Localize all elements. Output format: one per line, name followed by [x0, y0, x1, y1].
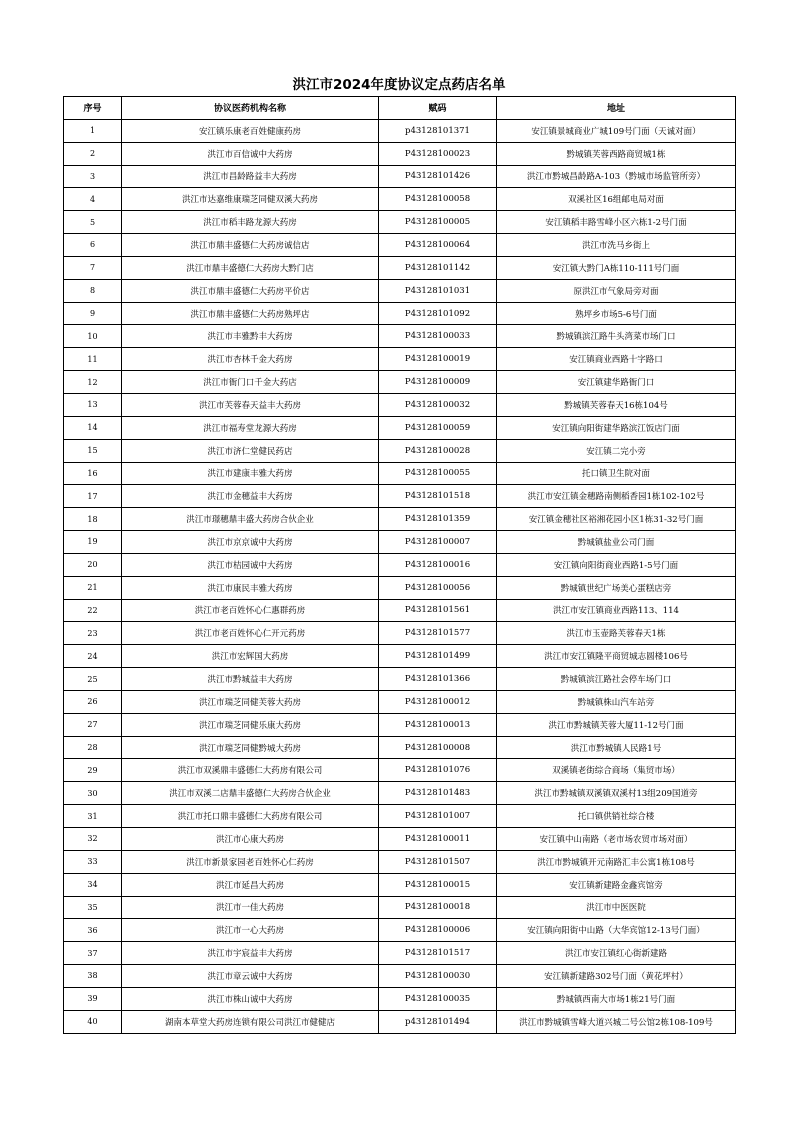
table-row — [64, 302, 736, 325]
row-index: 38 — [64, 965, 122, 988]
pharmacy-code: P43128100007 — [379, 531, 497, 554]
pharmacy-code: P43128100005 — [379, 211, 497, 234]
row-index: 12 — [64, 371, 122, 394]
table-row — [64, 828, 736, 851]
pharmacy-name: 洪江市一佳大药房 — [122, 896, 379, 919]
pharmacy-code: P43128100055 — [379, 462, 497, 485]
table-row — [64, 668, 736, 691]
table-row — [64, 439, 736, 462]
pharmacy-code: P43128100035 — [379, 987, 497, 1010]
pharmacy-address: 安江镇商业西路十字路口 — [497, 348, 736, 371]
row-index: 6 — [64, 234, 122, 257]
pharmacy-name: 洪江市一心大药房 — [122, 919, 379, 942]
pharmacy-code: P43128101577 — [379, 622, 497, 645]
pharmacy-code: P43128101517 — [379, 942, 497, 965]
row-index: 8 — [64, 279, 122, 302]
pharmacy-name: 洪江市鼎丰盛德仁大药房大黔门店 — [122, 256, 379, 279]
pharmacy-code: P43128101076 — [379, 759, 497, 782]
pharmacy-name: 洪江市金穗益丰大药房 — [122, 485, 379, 508]
pharmacy-address: 安江镇金穗社区裕湘花园小区1栋31-32号门面 — [497, 508, 736, 531]
pharmacy-address: 安江镇大黔门A栋110-111号门面 — [497, 256, 736, 279]
table-row — [64, 211, 736, 234]
row-index: 4 — [64, 188, 122, 211]
pharmacy-address: 洪江市安江镇隆平商贸城志圆楼106号 — [497, 645, 736, 668]
pharmacy-address: 洪江市中医医院 — [497, 896, 736, 919]
pharmacy-code: P43128101499 — [379, 645, 497, 668]
pharmacy-code: p43128101494 — [379, 1010, 497, 1033]
table-row — [64, 371, 736, 394]
pharmacy-code: P43128100064 — [379, 234, 497, 257]
pharmacy-code: P43128100059 — [379, 416, 497, 439]
pharmacy-address: 安江镇二完小旁 — [497, 439, 736, 462]
pharmacy-address: 黔城镇滨江路牛头湾菜市场门口 — [497, 325, 736, 348]
column-header-address: 地址 — [497, 97, 736, 120]
pharmacy-name: 洪江市新景家园老百姓怀心仁药房 — [122, 850, 379, 873]
table-row — [64, 188, 736, 211]
pharmacy-code: P43128100058 — [379, 188, 497, 211]
pharmacy-code: P43128100009 — [379, 371, 497, 394]
pharmacy-name: 洪江市芙蓉春天益丰大药房 — [122, 393, 379, 416]
pharmacy-name: 洪江市托口鼎丰盛德仁大药房有限公司 — [122, 805, 379, 828]
table-row — [64, 165, 736, 188]
row-index: 15 — [64, 439, 122, 462]
pharmacy-code: P43128100008 — [379, 736, 497, 759]
table-row — [64, 393, 736, 416]
pharmacy-name: 洪江市双溪鼎丰盛德仁大药房有限公司 — [122, 759, 379, 782]
row-index: 14 — [64, 416, 122, 439]
row-index: 17 — [64, 485, 122, 508]
table-row — [64, 622, 736, 645]
row-index: 9 — [64, 302, 122, 325]
pharmacy-address: 安江镇向阳街建华路滨江饭店门面 — [497, 416, 736, 439]
pharmacy-name: 洪江市桔园诚中大药房 — [122, 553, 379, 576]
pharmacy-code: P43128100030 — [379, 965, 497, 988]
pharmacy-address: 黔城镇芙蓉西路商贸城1栋 — [497, 142, 736, 165]
pharmacy-address: 原洪江市气象局旁对面 — [497, 279, 736, 302]
row-index: 26 — [64, 690, 122, 713]
pharmacy-code: P43128100033 — [379, 325, 497, 348]
pharmacy-code: P43128100028 — [379, 439, 497, 462]
pharmacy-name: 洪江市鼎丰盛德仁大药房熟坪店 — [122, 302, 379, 325]
pharmacy-name: 洪江市宏辉国大药房 — [122, 645, 379, 668]
pharmacy-code: P43128101142 — [379, 256, 497, 279]
pharmacy-name: 洪江市瑞芝同健黔城大药房 — [122, 736, 379, 759]
table-row — [64, 896, 736, 919]
table-row — [64, 485, 736, 508]
row-index: 36 — [64, 919, 122, 942]
pharmacy-address: 洪江市黔城镇开元南路汇丰公寓1栋108号 — [497, 850, 736, 873]
pharmacy-name: 湖南本草堂大药房连锁有限公司洪江市健健店 — [122, 1010, 379, 1033]
pharmacy-address: 黔城镇芙蓉春天16栋104号 — [497, 393, 736, 416]
table-row — [64, 805, 736, 828]
pharmacy-address: 安江镇稻丰路雪峰小区六栋1-2号门面 — [497, 211, 736, 234]
pharmacy-name: 洪江市济仁堂健民药店 — [122, 439, 379, 462]
pharmacy-address: 洪江市黔城镇人民路1号 — [497, 736, 736, 759]
table-row — [64, 599, 736, 622]
pharmacy-name: 洪江市京京诚中大药房 — [122, 531, 379, 554]
table-row — [64, 325, 736, 348]
pharmacy-name: 安江镇乐康老百姓健康药房 — [122, 119, 379, 142]
pharmacy-name: 洪江市丰雅黔丰大药房 — [122, 325, 379, 348]
table-row — [64, 256, 736, 279]
pharmacy-code: P43128101426 — [379, 165, 497, 188]
row-index: 2 — [64, 142, 122, 165]
pharmacy-address: 黔城镇盐业公司门面 — [497, 531, 736, 554]
pharmacy-address: 安江镇景城商业广城109号门面（天诚对面） — [497, 119, 736, 142]
pharmacy-code: P43128100016 — [379, 553, 497, 576]
pharmacy-code: P43128101561 — [379, 599, 497, 622]
pharmacy-address: 黔城镇西南大市场1栋21号门面 — [497, 987, 736, 1010]
pharmacy-name: 洪江市延昌大药房 — [122, 873, 379, 896]
pharmacy-name: 洪江市璟穗鼎丰盛大药房合伙企业 — [122, 508, 379, 531]
table-row — [64, 416, 736, 439]
pharmacy-address: 洪江市黔城镇雪峰大道兴城二号公馆2栋108-109号 — [497, 1010, 736, 1033]
pharmacy-name: 洪江市鼎丰盛德仁大药房平价店 — [122, 279, 379, 302]
pharmacy-address: 安江镇向阳街商业西路1-5号门面 — [497, 553, 736, 576]
row-index: 37 — [64, 942, 122, 965]
table-header-row — [64, 97, 736, 120]
row-index: 40 — [64, 1010, 122, 1033]
row-index: 10 — [64, 325, 122, 348]
pharmacy-address: 洪江市玉壶路芙蓉春天1栋 — [497, 622, 736, 645]
pharmacy-code: P43128100019 — [379, 348, 497, 371]
pharmacy-name: 洪江市达嘉维康瑞芝同健双溪大药房 — [122, 188, 379, 211]
row-index: 13 — [64, 393, 122, 416]
table-row — [64, 531, 736, 554]
row-index: 35 — [64, 896, 122, 919]
pharmacy-code: P43128101483 — [379, 782, 497, 805]
row-index: 29 — [64, 759, 122, 782]
table-row — [64, 690, 736, 713]
pharmacy-code: P43128100018 — [379, 896, 497, 919]
pharmacy-address: 洪江市安江镇红心街新建路 — [497, 942, 736, 965]
pharmacy-address: 托口镇卫生院对面 — [497, 462, 736, 485]
row-index: 34 — [64, 873, 122, 896]
row-index: 20 — [64, 553, 122, 576]
pharmacy-name: 洪江市株山诚中大药房 — [122, 987, 379, 1010]
row-index: 21 — [64, 576, 122, 599]
pharmacy-name: 洪江市心康大药房 — [122, 828, 379, 851]
pharmacy-code: P43128100011 — [379, 828, 497, 851]
pharmacy-table — [63, 96, 736, 1034]
row-index: 23 — [64, 622, 122, 645]
table-row — [64, 759, 736, 782]
row-index: 28 — [64, 736, 122, 759]
pharmacy-code: P43128100056 — [379, 576, 497, 599]
row-index: 30 — [64, 782, 122, 805]
pharmacy-name: 洪江市衙门口千金大药店 — [122, 371, 379, 394]
table-row — [64, 965, 736, 988]
pharmacy-code: P43128100023 — [379, 142, 497, 165]
table-row — [64, 850, 736, 873]
pharmacy-code: P43128101031 — [379, 279, 497, 302]
table-row — [64, 942, 736, 965]
table-body — [64, 119, 736, 1033]
pharmacy-name: 洪江市老百姓怀心仁惠群药房 — [122, 599, 379, 622]
pharmacy-address: 洪江市洗马乡街上 — [497, 234, 736, 257]
pharmacy-code: P43128100006 — [379, 919, 497, 942]
pharmacy-name: 洪江市老百姓怀心仁开元药房 — [122, 622, 379, 645]
row-index: 3 — [64, 165, 122, 188]
row-index: 25 — [64, 668, 122, 691]
row-index: 7 — [64, 256, 122, 279]
column-header-index: 序号 — [64, 97, 122, 120]
pharmacy-address: 安江镇向阳街中山路（大华宾馆12-13号门面） — [497, 919, 736, 942]
pharmacy-name: 洪江市章云诚中大药房 — [122, 965, 379, 988]
row-index: 33 — [64, 850, 122, 873]
table-row — [64, 553, 736, 576]
row-index: 24 — [64, 645, 122, 668]
pharmacy-address: 黔城镇滨江路社会停车场门口 — [497, 668, 736, 691]
pharmacy-code: p43128101371 — [379, 119, 497, 142]
pharmacy-address: 托口镇供销社综合楼 — [497, 805, 736, 828]
table-row — [64, 348, 736, 371]
row-index: 22 — [64, 599, 122, 622]
pharmacy-name: 洪江市瑞芝同健芙蓉大药房 — [122, 690, 379, 713]
table-row — [64, 873, 736, 896]
pharmacy-name: 洪江市稻丰路龙源大药房 — [122, 211, 379, 234]
pharmacy-address: 洪江市黔城昌龄路A-103（黔城市场监管所旁） — [497, 165, 736, 188]
row-index: 18 — [64, 508, 122, 531]
pharmacy-code: P43128101366 — [379, 668, 497, 691]
row-index: 39 — [64, 987, 122, 1010]
pharmacy-code: P43128100012 — [379, 690, 497, 713]
table-row — [64, 782, 736, 805]
row-index: 5 — [64, 211, 122, 234]
row-index: 31 — [64, 805, 122, 828]
pharmacy-name: 洪江市宇宸益丰大药房 — [122, 942, 379, 965]
column-header-name: 协议医药机构名称 — [122, 97, 379, 120]
row-index: 16 — [64, 462, 122, 485]
pharmacy-address: 安江镇建华路衙门口 — [497, 371, 736, 394]
pharmacy-name: 洪江市双溪二店鼎丰盛德仁大药房合伙企业 — [122, 782, 379, 805]
row-index: 11 — [64, 348, 122, 371]
pharmacy-address: 洪江市黔城镇双溪镇双溪村13组209国道旁 — [497, 782, 736, 805]
pharmacy-address: 黔城镇世纪广场美心蛋糕店旁 — [497, 576, 736, 599]
pharmacy-address: 黔城镇株山汽车站旁 — [497, 690, 736, 713]
pharmacy-name: 洪江市百信诚中大药房 — [122, 142, 379, 165]
pharmacy-name: 洪江市杏林千金大药房 — [122, 348, 379, 371]
pharmacy-code: P43128100032 — [379, 393, 497, 416]
table-row — [64, 645, 736, 668]
pharmacy-code: P43128100013 — [379, 713, 497, 736]
table-row — [64, 736, 736, 759]
pharmacy-address: 洪江市黔城镇芙蓉大厦11-12号门面 — [497, 713, 736, 736]
pharmacy-name: 洪江市黔城益丰大药房 — [122, 668, 379, 691]
pharmacy-code: P43128101518 — [379, 485, 497, 508]
row-index: 19 — [64, 531, 122, 554]
pharmacy-code: P43128100015 — [379, 873, 497, 896]
pharmacy-address: 双溪镇老街综合商场（集贸市场） — [497, 759, 736, 782]
table-row — [64, 142, 736, 165]
pharmacy-name: 洪江市鼎丰盛德仁大药房诚信店 — [122, 234, 379, 257]
table-row — [64, 119, 736, 142]
pharmacy-address: 安江镇中山南路（老市场农贸市场对面） — [497, 828, 736, 851]
table-row — [64, 508, 736, 531]
pharmacy-code: P43128101359 — [379, 508, 497, 531]
pharmacy-address: 熟坪乡市场5-6号门面 — [497, 302, 736, 325]
pharmacy-address: 安江镇新建路302号门面（黄花坪村） — [497, 965, 736, 988]
pharmacy-code: P43128101007 — [379, 805, 497, 828]
pharmacy-address: 安江镇新建路金鑫宾馆旁 — [497, 873, 736, 896]
pharmacy-address: 洪江市安江镇金穗路南侧稻香园1栋102-102号 — [497, 485, 736, 508]
pharmacy-code: P43128101507 — [379, 850, 497, 873]
pharmacy-name: 洪江市瑞芝同健乐康大药房 — [122, 713, 379, 736]
pharmacy-name: 洪江市康民丰雅大药房 — [122, 576, 379, 599]
row-index: 27 — [64, 713, 122, 736]
pharmacy-name: 洪江市建康丰雅大药房 — [122, 462, 379, 485]
pharmacy-name: 洪江市福寿堂龙源大药房 — [122, 416, 379, 439]
table-row — [64, 279, 736, 302]
table-row — [64, 919, 736, 942]
row-index: 1 — [64, 119, 122, 142]
page-title: 洪江市2024年度协议定点药店名单 — [292, 77, 506, 93]
table-row — [64, 234, 736, 257]
column-header-code: 赋码 — [379, 97, 497, 120]
table-row — [64, 576, 736, 599]
row-index: 32 — [64, 828, 122, 851]
table-row — [64, 462, 736, 485]
table-row — [64, 1010, 736, 1033]
pharmacy-address: 洪江市安江镇商业西路113、114 — [497, 599, 736, 622]
pharmacy-code: P43128101092 — [379, 302, 497, 325]
table-row — [64, 987, 736, 1010]
table-row — [64, 713, 736, 736]
pharmacy-name: 洪江市昌龄路益丰大药房 — [122, 165, 379, 188]
pharmacy-address: 双溪社区16组邮电局对面 — [497, 188, 736, 211]
